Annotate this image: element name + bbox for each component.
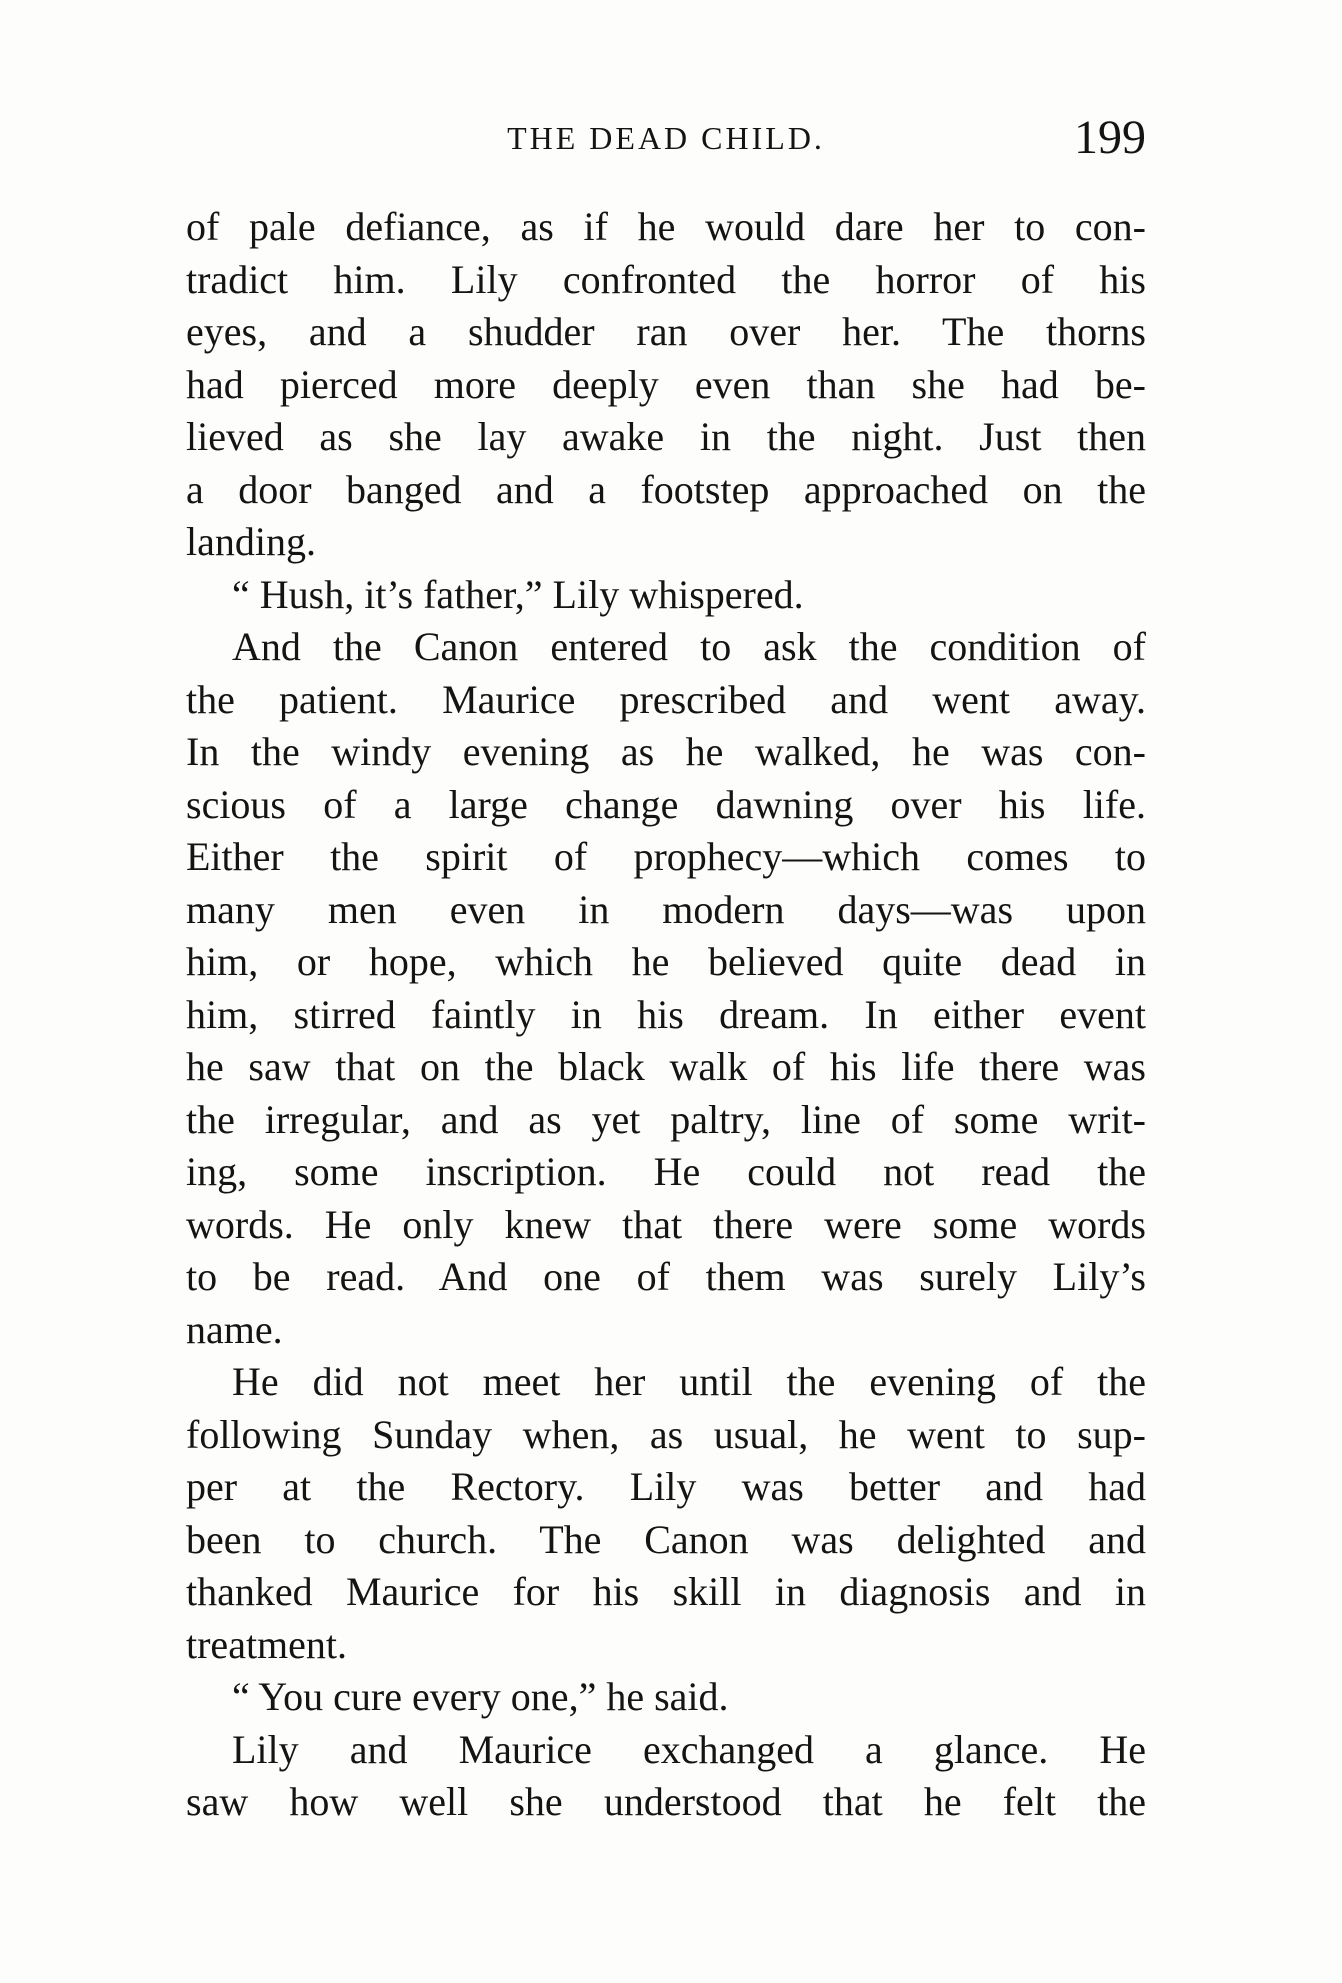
page-number: 199 bbox=[1074, 111, 1146, 164]
text-line: Lily and Maurice exchanged a glance. He bbox=[232, 1726, 1146, 1772]
text-line: In the windy evening as he walked, he was con- bbox=[186, 729, 1146, 774]
text-line: He did not meet her until the evening of the bbox=[232, 1359, 1146, 1404]
text-line: him, stirred faintly in his dream. In either event bbox=[186, 991, 1146, 1037]
running-head bbox=[186, 110, 1146, 180]
text-line: he saw that on the black walk of his life there was bbox=[186, 1044, 1146, 1089]
text-line: a door banged and a footstep approached on the bbox=[186, 466, 1146, 512]
text-line: the patient. Maurice prescribed and went away. bbox=[186, 676, 1146, 722]
text-line: landing. bbox=[186, 519, 316, 564]
text-line: been to church. The Canon was delighted and bbox=[186, 1516, 1146, 1562]
chapter-title: THE DEAD CHILD. bbox=[507, 120, 825, 156]
text-line: And the Canon entered to ask the condition of bbox=[232, 624, 1146, 669]
text-line: per at the Rectory. Lily was better and had bbox=[186, 1464, 1146, 1509]
text-line: name. bbox=[186, 1306, 283, 1352]
text-line: had pierced more deeply even than she had be- bbox=[186, 361, 1146, 407]
text-line: lieved as she lay awake in the night. Just then bbox=[186, 414, 1146, 459]
text-line: him, or hope, which he believed quite dead in bbox=[186, 939, 1146, 984]
text-line: saw how well she understood that he felt the bbox=[186, 1779, 1146, 1824]
text-line: thanked Maurice for his skill in diagnosis and in bbox=[186, 1569, 1146, 1614]
text-line: of pale defiance, as if he would dare her to con- bbox=[186, 204, 1146, 249]
text-line: “ Hush, it’s father,” Lily whispered. bbox=[232, 571, 804, 617]
text-line: following Sunday when, as usual, he went to sup- bbox=[186, 1411, 1146, 1457]
text-line: the irregular, and as yet paltry, line of some writ- bbox=[186, 1096, 1146, 1142]
text-line: eyes, and a shudder ran over her. The thorns bbox=[186, 309, 1146, 354]
text-line: scious of a large change dawning over his life. bbox=[186, 781, 1146, 827]
text-line: “ You cure every one,” he said. bbox=[232, 1674, 729, 1719]
text-line: treatment. bbox=[186, 1621, 348, 1667]
text-line: ing, some inscription. He could not read the bbox=[186, 1149, 1146, 1194]
body-text bbox=[186, 201, 1146, 1829]
text-line: Either the spirit of prophecy—which comes to bbox=[186, 834, 1146, 879]
text-line: words. He only knew that there were some words bbox=[186, 1201, 1146, 1247]
text-line: tradict him. Lily confronted the horror of his bbox=[186, 256, 1146, 302]
text-line: to be read. And one of them was surely Lily’s bbox=[186, 1254, 1146, 1299]
text-line: many men even in modern days—was upon bbox=[186, 886, 1146, 932]
